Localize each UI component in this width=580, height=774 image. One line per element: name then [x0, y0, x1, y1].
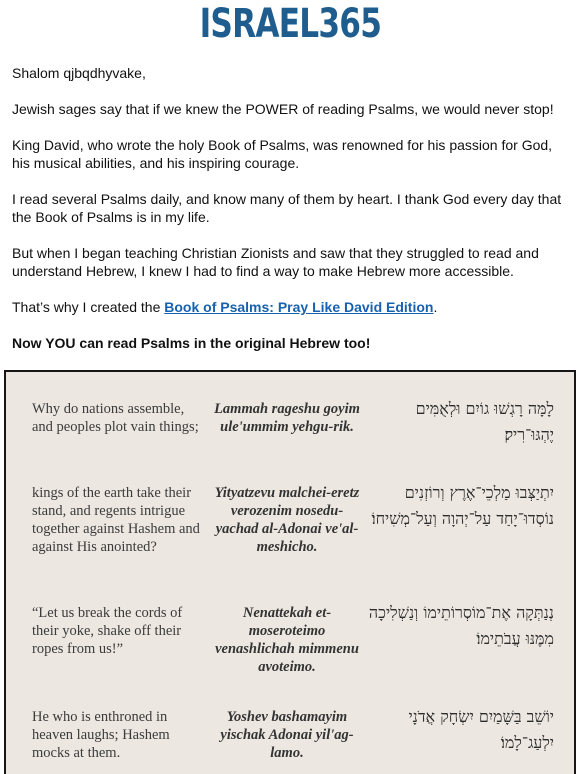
- hebrew-text: לָמָּה רָגְשׁוּ גוֹיִם וּלְאֻמִּים יֶהְגּוּ־רִיק׃: [415, 399, 554, 444]
- paragraph-3: I read several Psalms daily, and know many of them by heart. I thank God every day that the Book of Psalms is in my life.: [12, 191, 562, 225]
- english-text: He who is enthroned in heaven laughs; Hashem mocks at them.: [32, 709, 170, 761]
- paragraph-5-suffix: .: [433, 299, 438, 315]
- transliteration-text: Lammah rageshu goyim ule'ummim yehgu-rik.: [214, 401, 360, 435]
- transliteration-text: Yityatzevu malchei-eretz verozenim nosedu-yachad al-Adonai ve'al-meshicho.: [214, 485, 360, 555]
- email-body: [0, 48, 580, 352]
- english-text: Why do nations assemble, and peoples plot vain things;: [32, 401, 199, 435]
- hebrew-text: יוֹשֵׁב בַּשָּׁמַיִם יִשְׂחָק אֲדֹנָי יִלְעַג־לָמוֹ׃: [408, 707, 554, 752]
- greeting: Shalom qjbqdhyvake,: [12, 65, 146, 81]
- hebrew-text: יִתְיַצְּבוּ מַלְכֵי־אֶרֶץ וְרוֹזְנִים נוֹסְדוּ־יָחַד עַל־יְהוָה וְעַל־מְשִׁיחוֹ׃: [371, 483, 554, 528]
- english-text: “Let us break the cords of their yoke, shake off their ropes from us!”: [32, 605, 183, 657]
- transliteration-text: Nenattekah et-moseroteimo venashlichah mimmenu avoteimo.: [215, 605, 359, 675]
- paragraph-2: King David, who wrote the holy Book of Psalms, was renowned for his passion for God, his musical abilities, and his inspiring courage.: [12, 137, 553, 171]
- paragraph-4: But when I began teaching Christian Zionists and saw that they struggled to read and understand Hebrew, I knew I had to find a way to make Hebrew more accessible.: [12, 245, 539, 279]
- english-text: kings of the earth take their stand, and regents intrigue together against Hashem and against His anointed?: [32, 485, 200, 555]
- israel365-logo[interactable]: ISRAEL365: [199, 1, 381, 47]
- header: [0, 0, 580, 48]
- hebrew-text: נְנַתְּקָה אֶת־מוֹסְרוֹתֵימוֹ וְנַשְׁלִיכָה מִמֶּנּוּ עֲבֹתֵימוֹ׃: [368, 603, 554, 648]
- paragraph-6: Now YOU can read Psalms in the original Hebrew too!: [12, 335, 371, 351]
- transliteration-text: Yoshev bashamayim yischak Adonai yil'ag-lamo.: [220, 709, 354, 761]
- psalm-sample-image[interactable]: [4, 370, 576, 774]
- paragraph-5: [12, 298, 568, 316]
- paragraph-5-prefix: That’s why I created the: [12, 299, 165, 315]
- paragraph-1: Jewish sages say that if we knew the POWER of reading Psalms, we would never stop!: [12, 101, 554, 117]
- book-of-psalms-link[interactable]: Book of Psalms: Pray Like David Edition: [164, 299, 434, 315]
